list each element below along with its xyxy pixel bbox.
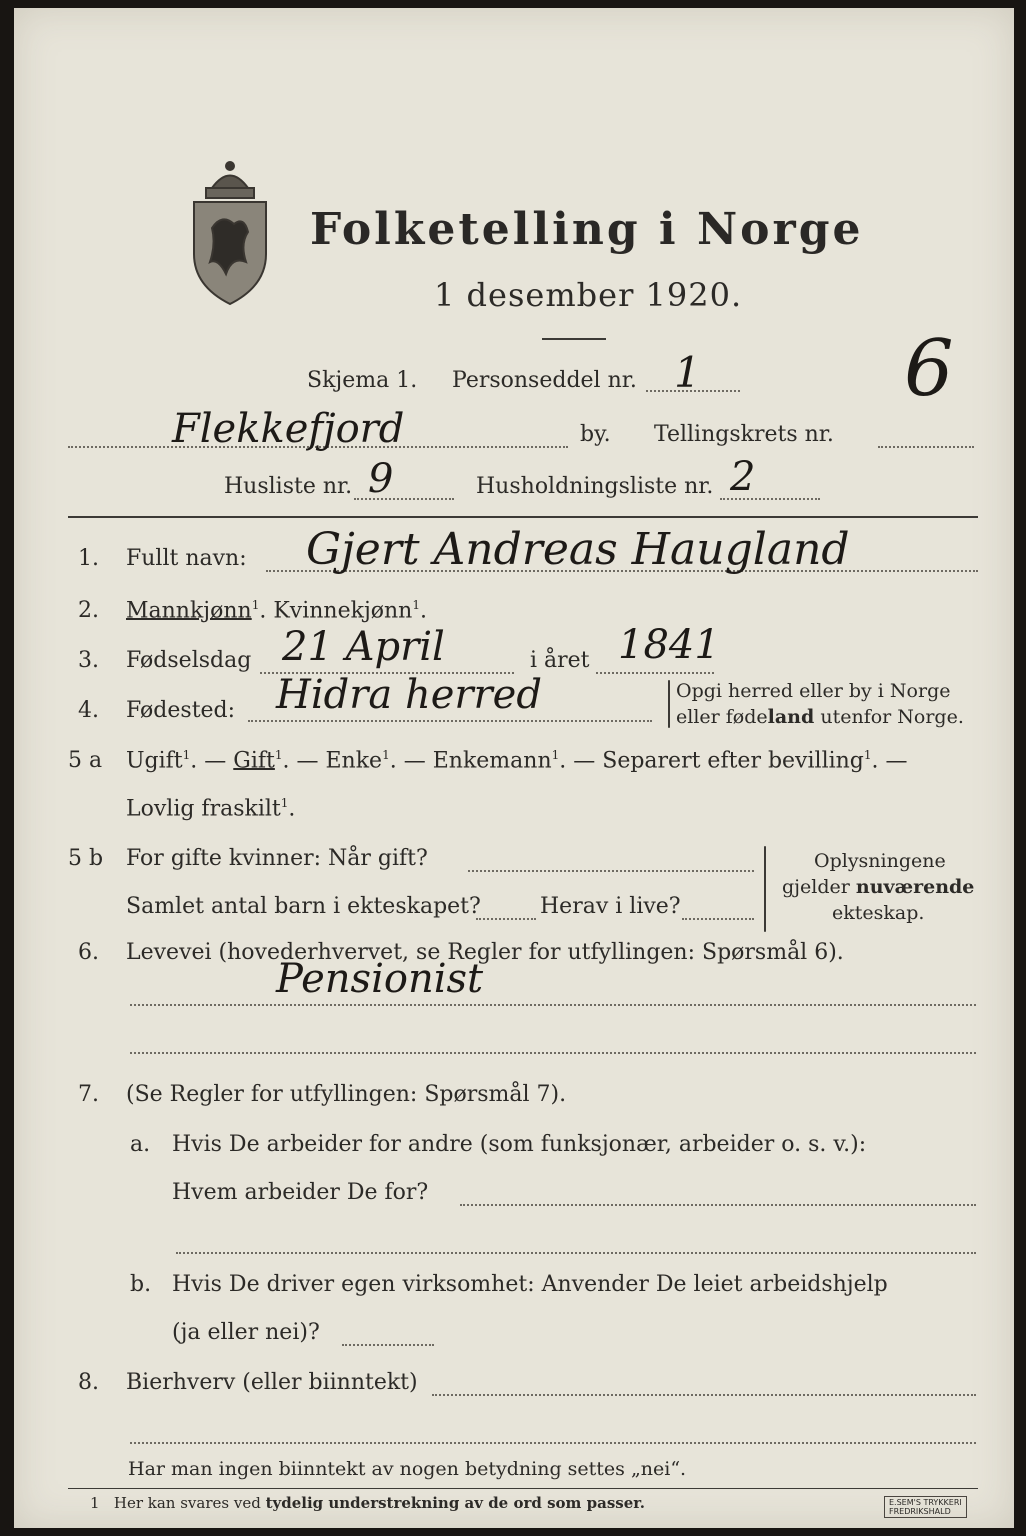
q4-label: Fødested:	[126, 698, 236, 723]
q7a-text-1: Hvis De arbeider for andre (som funksjonær, arbeider o. s. v.):	[172, 1132, 867, 1157]
q7b-text-2: (ja eller nei)?	[172, 1320, 320, 1345]
fraskilt-option[interactable]: Lovlig fraskilt	[126, 796, 281, 822]
q3-label: Fødselsdag	[126, 648, 252, 673]
q7-number: 7.	[78, 1082, 99, 1107]
employer-field-2[interactable]	[176, 1252, 976, 1254]
occupation-field-2[interactable]	[130, 1052, 976, 1054]
q5b-note-1: Oplysningene	[814, 850, 946, 872]
q2-number: 2.	[78, 598, 99, 623]
male-option[interactable]: Mannkjønn	[126, 598, 252, 624]
printer-stamp: E.SEM'S TRYKKERI FREDRIKSHALD	[884, 1496, 967, 1518]
q8-number: 8.	[78, 1370, 99, 1395]
q5b-note-3: ekteskap.	[832, 902, 925, 924]
by-label: by.	[580, 422, 611, 447]
married-date-field[interactable]	[468, 870, 754, 872]
sex-options: Mannkjønn$^1$. Kvinnekjønn$^1$.	[126, 598, 427, 624]
full-name-value: Gjert Andreas Haugland	[306, 524, 850, 575]
krets-value: 6	[904, 324, 954, 414]
year-label: i året	[530, 648, 590, 673]
husholdning-value: 2	[730, 454, 756, 500]
q7a-letter: a.	[130, 1132, 151, 1157]
by-value: Flekkefjord	[172, 406, 405, 452]
header-divider	[68, 516, 978, 518]
coat-of-arms-icon	[182, 158, 278, 308]
enke-option[interactable]: Enke	[325, 748, 383, 774]
hired-help-field[interactable]	[342, 1344, 434, 1346]
q8-label: Bierhverv (eller biinntekt)	[126, 1370, 418, 1395]
q7b-text-1: Hvis De driver egen virksomhet: Anvender De leiet arbeidshjelp	[172, 1272, 888, 1297]
q3-number: 3.	[78, 648, 99, 673]
personseddel-label: Personseddel nr.	[452, 368, 637, 393]
birthplace-value: Hidra herred	[276, 672, 542, 718]
q5b-brace	[764, 846, 766, 932]
tellingskrets-field[interactable]	[878, 446, 974, 448]
q4-number: 4.	[78, 698, 99, 723]
footnote: 1 Her kan svares ved tydelig understrekning av de ord som passer.	[90, 1494, 646, 1512]
q4-note-2: eller fødeland utenfor Norge.	[676, 706, 964, 728]
marital-options: Ugift$^1$. — Gift$^1$. — Enke$^1$. — Enkemann$^1$. — Separert efter bevilling$^1$. —	[126, 748, 908, 774]
fraskilt-line: Lovlig fraskilt$^1$.	[126, 796, 296, 822]
q4-note-1: Opgi herred eller by i Norge	[676, 680, 951, 702]
gift-option[interactable]: Gift	[233, 748, 275, 774]
birth-year-field[interactable]	[596, 672, 714, 674]
q5b-number: 5 b	[68, 846, 104, 871]
form-title: Folketelling i Norge	[310, 204, 864, 255]
husholdning-label: Husholdningsliste nr.	[476, 474, 714, 499]
q6-label: Levevei (hovederhvervet, se Regler for utfyllingen: Spørsmål 6).	[126, 940, 844, 965]
q5b-married-label: For gifte kvinner: Når gift?	[126, 846, 428, 871]
personseddel-value: 1	[674, 348, 701, 397]
q7-label: (Se Regler for utfyllingen: Spørsmål 7).	[126, 1082, 567, 1107]
birth-year-value: 1841	[618, 622, 720, 668]
side-income-field[interactable]	[432, 1394, 976, 1396]
ugift-option[interactable]: Ugift	[126, 748, 183, 774]
birthplace-field[interactable]	[248, 720, 652, 722]
q5b-alive-label: Herav i live?	[540, 894, 681, 919]
husliste-label: Husliste nr.	[224, 474, 353, 499]
children-field[interactable]	[476, 918, 536, 920]
q5a-number: 5 a	[68, 748, 103, 773]
female-option[interactable]: Kvinnekjønn	[273, 598, 413, 624]
occupation-field[interactable]	[130, 1004, 976, 1006]
q6-number: 6.	[78, 940, 99, 965]
q4-brace	[668, 680, 670, 728]
form-date: 1 desember 1920.	[434, 276, 743, 314]
enkemann-option[interactable]: Enkemann	[432, 748, 552, 774]
q1-number: 1.	[78, 546, 99, 571]
q7b-letter: b.	[130, 1272, 152, 1297]
separert-option[interactable]: Separert efter bevilling	[602, 748, 864, 774]
title-divider	[542, 338, 606, 340]
footer-divider	[68, 1488, 978, 1489]
q7a-text-2: Hvem arbeider De for?	[172, 1180, 429, 1205]
occupation-value: Pensionist	[276, 956, 484, 1002]
alive-field[interactable]	[682, 918, 754, 920]
q5b-children-label: Samlet antal barn i ekteskapet?	[126, 894, 481, 919]
census-form	[14, 8, 1014, 1528]
husliste-value: 9	[368, 456, 394, 502]
skjema-label: Skjema 1.	[307, 368, 418, 393]
tellingskrets-label: Tellingskrets nr.	[654, 422, 834, 447]
birthday-value: 21 April	[282, 624, 445, 670]
q1-label: Fullt navn:	[126, 546, 247, 571]
side-income-field-2[interactable]	[130, 1442, 976, 1444]
q5b-note-2: gjelder nuværende	[782, 876, 975, 898]
note-bottom: Har man ingen biinntekt av nogen betydning settes „nei“.	[128, 1458, 687, 1480]
employer-field[interactable]	[460, 1204, 976, 1206]
